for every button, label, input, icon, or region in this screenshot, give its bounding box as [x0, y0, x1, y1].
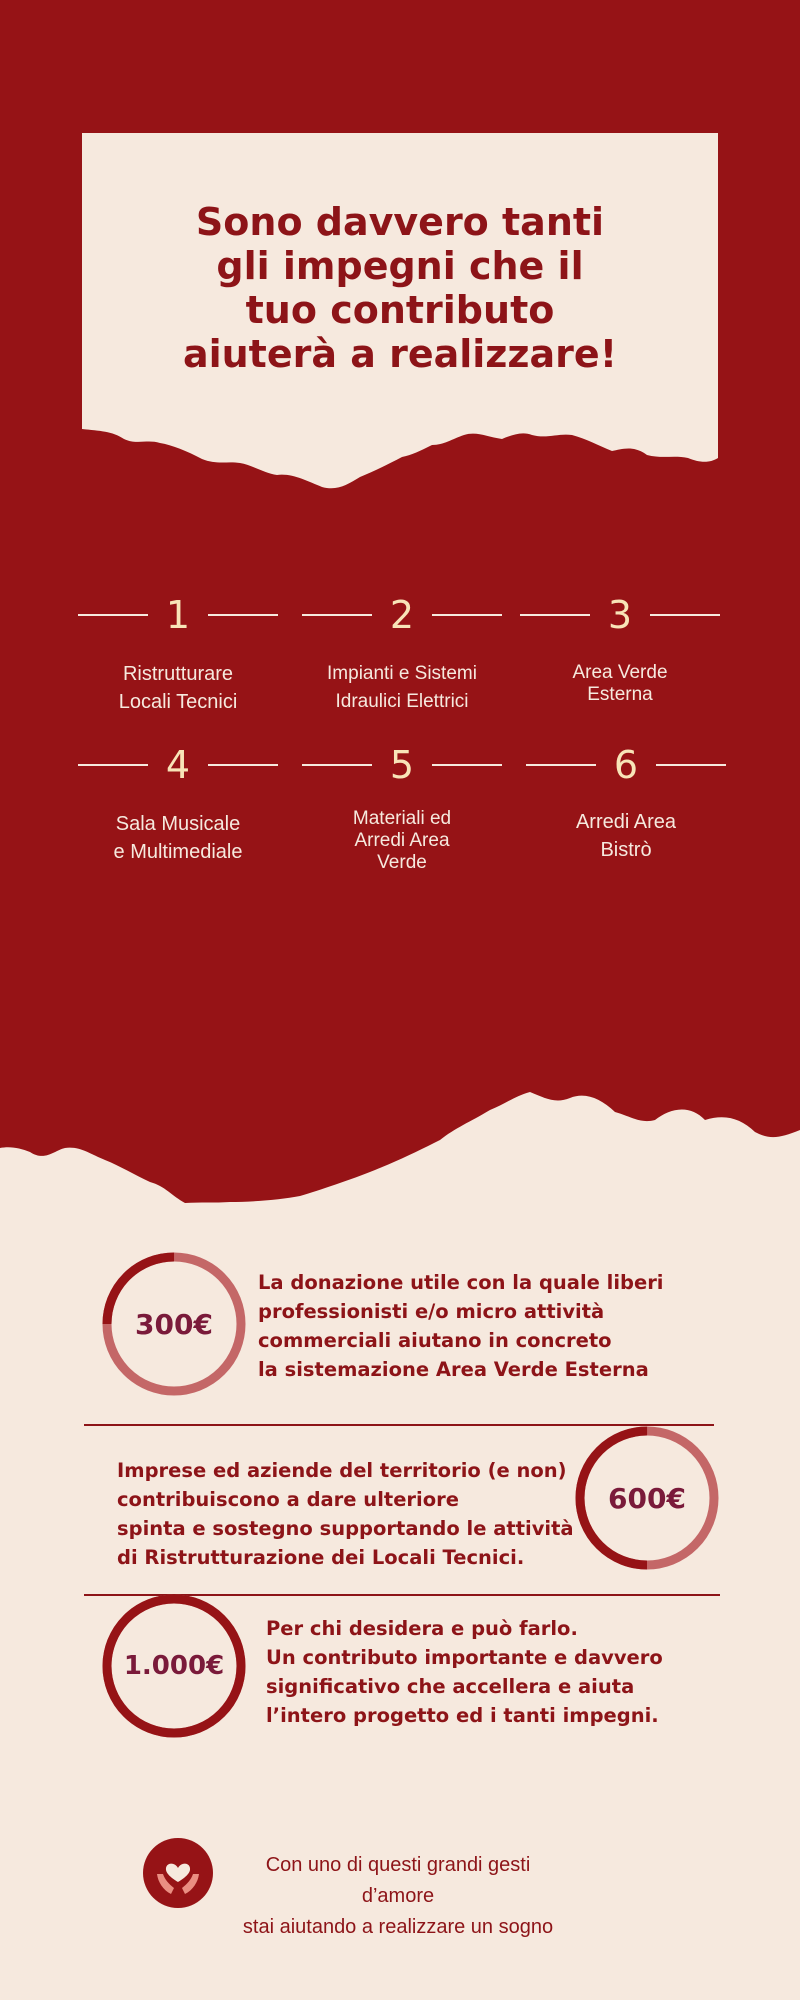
step-2 — [302, 590, 502, 716]
step-number: 2 — [389, 593, 415, 637]
divider-line — [432, 764, 502, 766]
step-5 — [302, 740, 502, 874]
step-1 — [78, 590, 278, 716]
step-label: Impianti e Sistemi Idraulici Elettrici — [327, 663, 477, 712]
donation-amount: 300€ — [135, 1307, 213, 1341]
step-label: Arredi Area Bistrò — [575, 811, 677, 861]
donation-amount: 1.000€ — [123, 1651, 225, 1681]
divider-line — [432, 614, 502, 616]
donation-ring-600 — [573, 1424, 721, 1572]
donation-description: Imprese ed aziende del territorio (e non) contribuiscono a dare ulteriore spinta e sostegno supportando le attività di Ristrutturazione dei Locali Tecnici. — [117, 1459, 574, 1569]
step-label: Sala Musicale e Multimediale — [113, 813, 243, 863]
divider-line — [650, 614, 720, 616]
page-title — [82, 200, 718, 376]
step-number: 3 — [607, 593, 633, 637]
divider-line — [302, 764, 372, 766]
step-number: 4 — [165, 743, 191, 787]
step-label: Area Verde Esterna — [572, 662, 668, 705]
divider-line — [78, 764, 148, 766]
divider-line — [208, 764, 278, 766]
step-label: Materiali ed Arredi Area Verde — [352, 808, 452, 873]
donation-description: Per chi desidera e può farlo. Un contributo importante e davvero significativo che accellera e aiuta l’intero progetto ed i tanti impegni. — [266, 1617, 663, 1727]
step-number: 1 — [165, 593, 191, 637]
step-number: 5 — [389, 743, 415, 787]
footer-message: Con uno di questi grandi gesti d’amore stai aiutando a realizzare un sogno — [242, 1854, 554, 1938]
donation-description: La donazione utile con la quale liberi professionisti e/o micro attività commerciali aiutano in concreto la sistemazione Area Verde Esterna — [258, 1271, 664, 1381]
divider-line — [78, 614, 148, 616]
donation-ring-300 — [100, 1250, 248, 1398]
hands-heart-icon — [143, 1838, 213, 1908]
donation-amount: 600€ — [608, 1481, 686, 1515]
step-4 — [78, 740, 278, 866]
divider-line — [302, 614, 372, 616]
divider-line — [526, 764, 596, 766]
step-number: 6 — [613, 743, 639, 787]
step-label: Ristrutturare Locali Tecnici — [118, 663, 238, 713]
step-3 — [520, 590, 720, 706]
donation-ring-1000 — [100, 1592, 248, 1740]
divider-line — [656, 764, 726, 766]
divider-line — [520, 614, 590, 616]
step-6 — [526, 740, 726, 864]
headline-line: Sono davvero tanti gli impegni che il tuo contributo aiuterà a realizzare! — [182, 200, 618, 376]
divider-line — [208, 614, 278, 616]
